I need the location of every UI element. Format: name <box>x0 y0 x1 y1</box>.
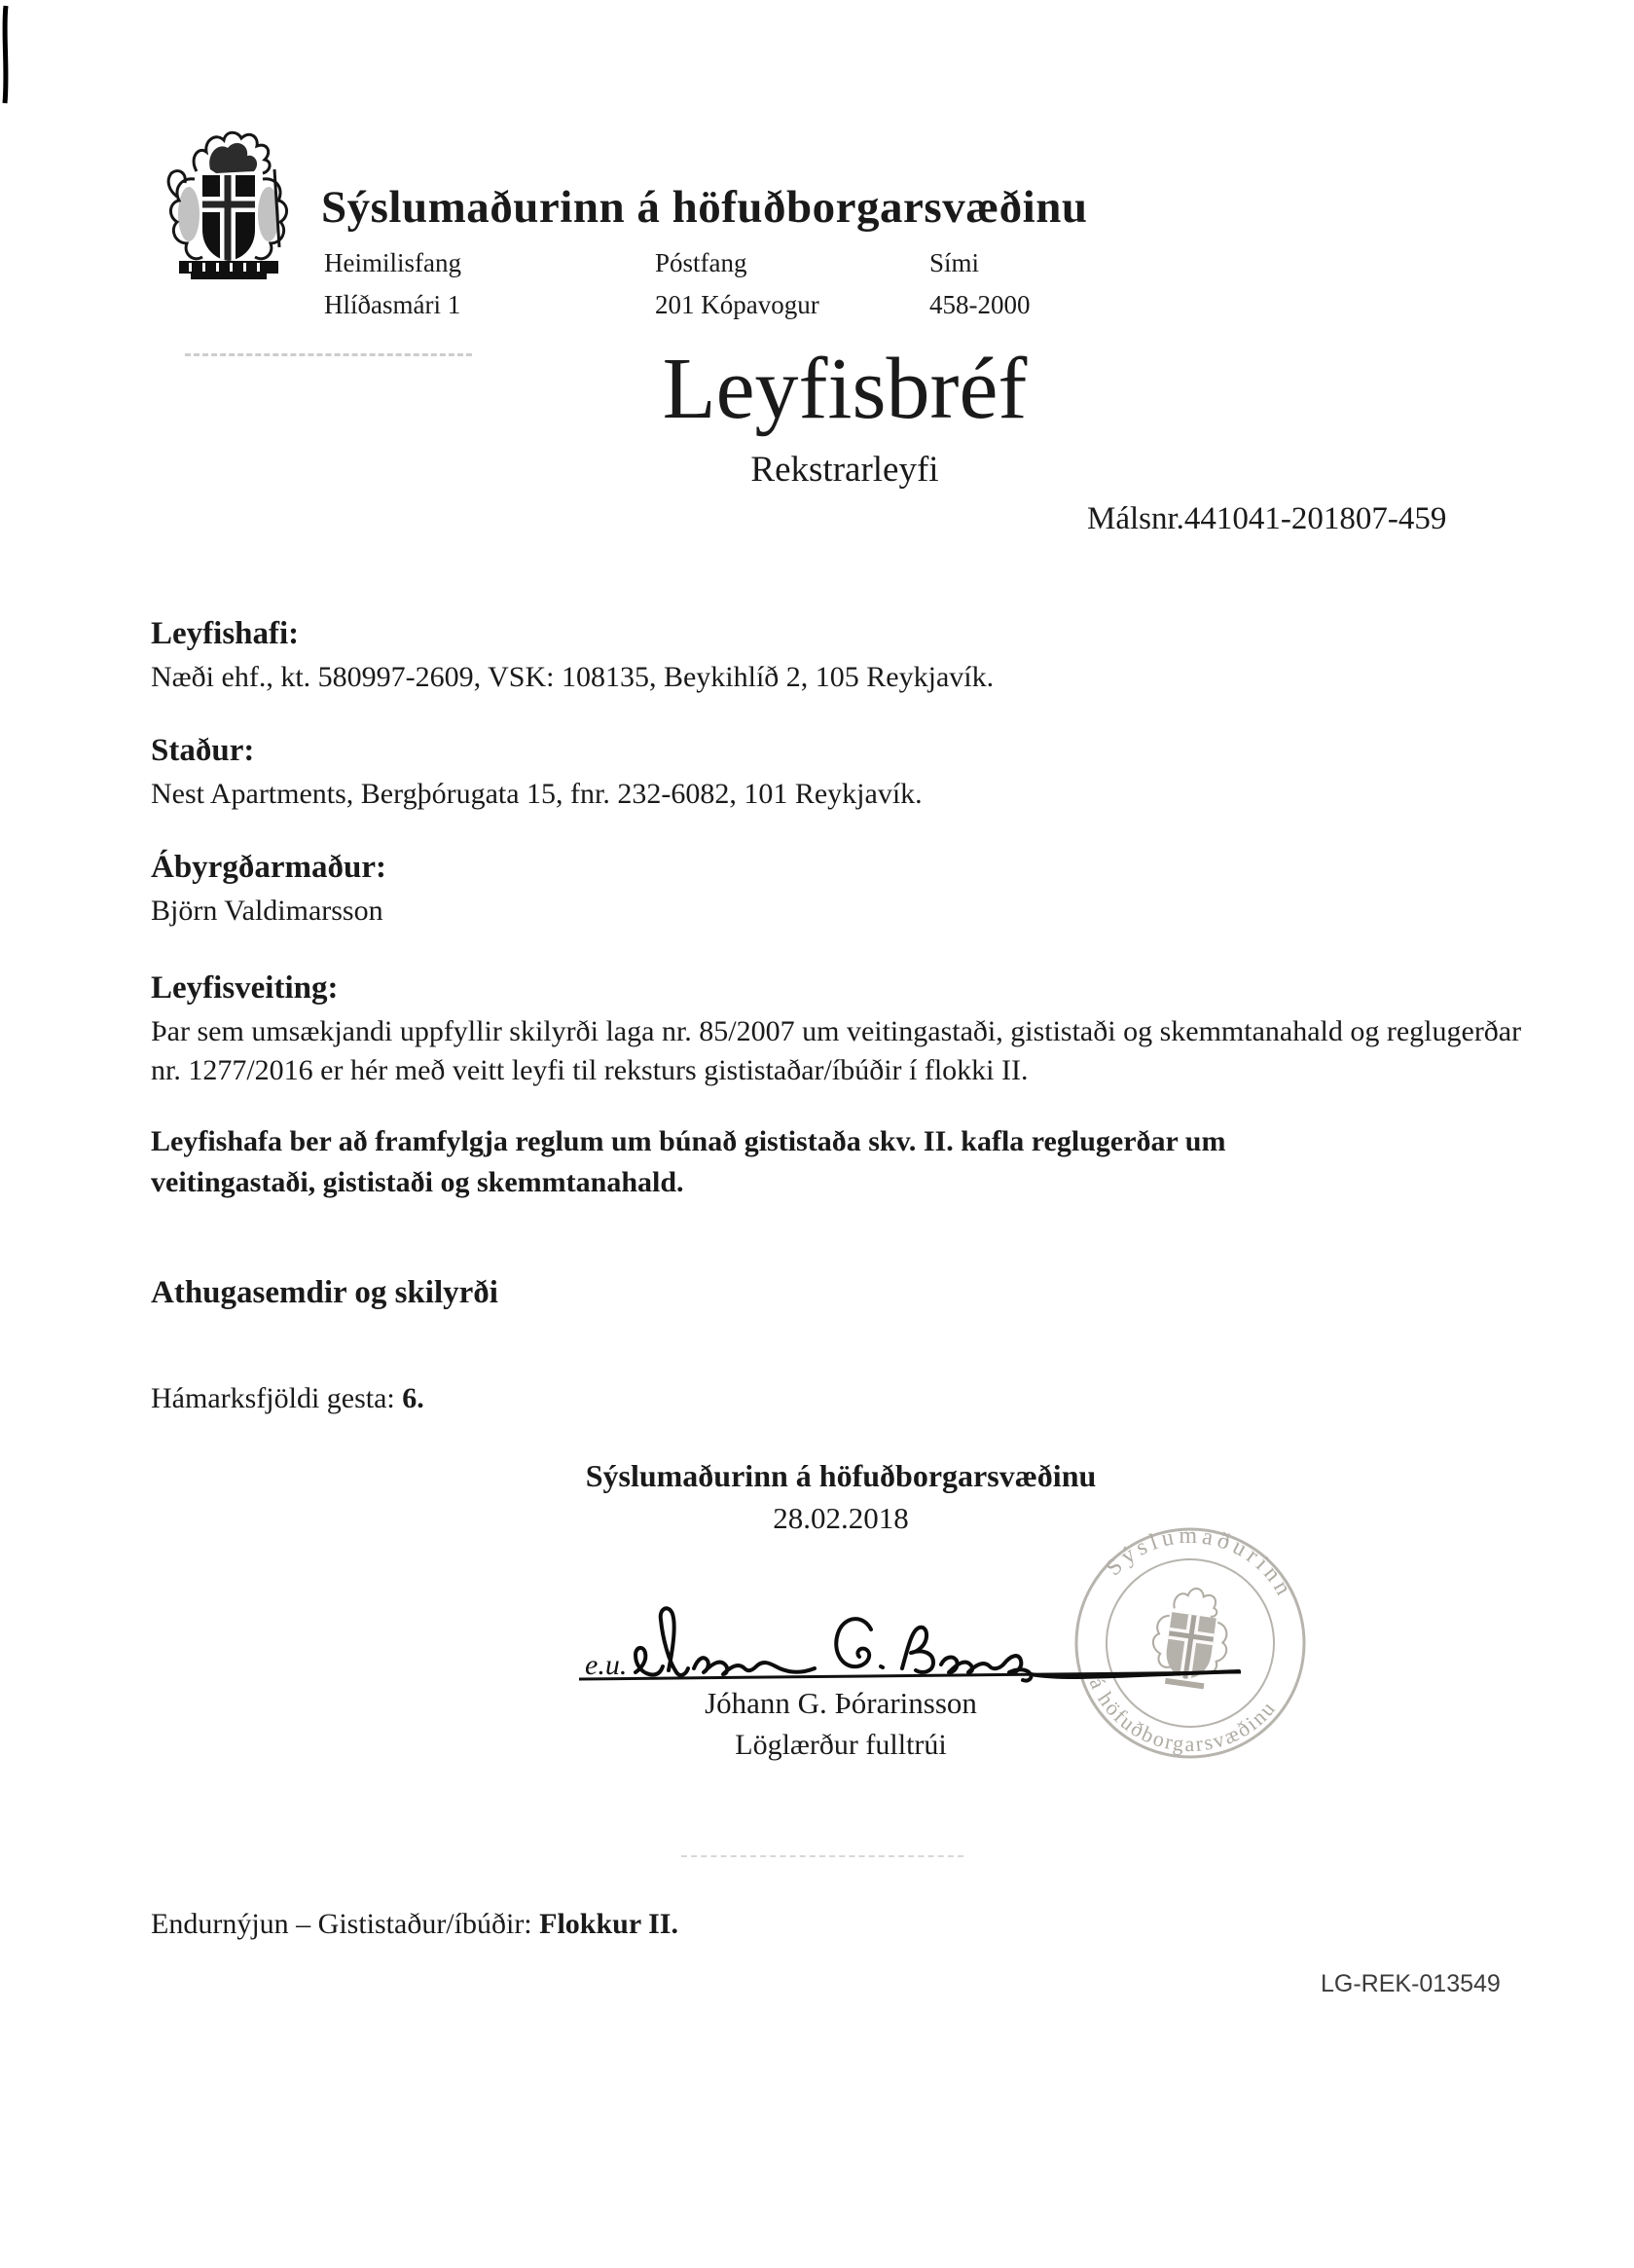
section-licensee-body: Næði ehf., kt. 580997-2609, VSK: 108135, Beykihlíð 2, 105 Reykjavík. <box>151 661 995 693</box>
signature-handwritten-note: e.u. <box>585 1649 628 1681</box>
doc-code: LG-REK-013549 <box>1321 1970 1501 1997</box>
section-licensee-heading: Leyfishafi: <box>151 616 300 651</box>
renewal-value: Flokkur II. <box>539 1908 678 1940</box>
contact-postal-value: 201 Kópavogur <box>655 290 819 319</box>
contact-phone-value: 458-2000 <box>929 290 1031 319</box>
scan-artifact-dashes-footer <box>681 1855 963 1857</box>
iceland-coat-of-arms-icon <box>160 128 298 286</box>
issue-date: 28.02.2018 <box>773 1501 909 1535</box>
case-number: Málsnr.441041-201807-459 <box>1087 501 1447 536</box>
contact-postal-label: Póstfang <box>655 248 747 277</box>
max-guests-label: Hámarksfjöldi gesta: <box>151 1382 403 1414</box>
contact-address-value: Hlíðasmári 1 <box>324 290 461 319</box>
scan-artifact-corner <box>0 2 16 109</box>
scan-artifact-dashes-header <box>185 353 472 356</box>
renewal-line <box>151 1908 678 1941</box>
section-responsible-body: Björn Valdimarsson <box>151 895 383 927</box>
section-responsible-heading: Ábyrgðarmaður: <box>151 850 386 885</box>
document-subtitle: Rekstrarleyfi <box>750 450 939 490</box>
contact-phone-label: Sími <box>929 248 980 277</box>
signer-role: Löglærður fulltrúi <box>735 1729 947 1761</box>
notice-paragraph: Leyfishafa ber að framfylgja reglum um búnað gististaða skv. II. kafla reglugerðar um veitingastaði, gististaði og skemmtanahald. <box>151 1125 1226 1198</box>
remarks-heading: Athugasemdir og skilyrði <box>151 1275 498 1310</box>
section-place-heading: Staður: <box>151 733 255 768</box>
stamp-bottom-text: á höfuðborgarsvæðinu <box>1084 1673 1281 1757</box>
renewal-label: Endurnýjun – Gististaður/íbúðir: <box>151 1908 540 1940</box>
section-place-body: Nest Apartments, Bergþórugata 15, fnr. 232-6082, 101 Reykjavík. <box>151 778 923 810</box>
section-grant-body: Þar sem umsækjandi uppfyllir skilyrði laga nr. 85/2007 um veitingastaði, gististaði og skemmtanahald og reglugerðar nr. 1277/2016 er hér með veitt leyfi til reksturs gististaðar/íbúðir í flokki II. <box>151 1015 1522 1086</box>
max-guests-value: 6. <box>402 1382 424 1414</box>
org-title: Sýslumaðurinn á höfuðborgarsvæðinu <box>321 182 1088 233</box>
max-guests-line <box>151 1382 424 1415</box>
issuer-name: Sýslumaðurinn á höfuðborgarsvæðinu <box>585 1458 1097 1493</box>
document-title: Leyfisbréf <box>662 341 1028 437</box>
section-grant-heading: Leyfisveiting: <box>151 970 339 1006</box>
stamp-top-text: Sýslumaðurinn <box>1101 1522 1298 1603</box>
contact-address-label: Heimilisfang <box>324 248 461 277</box>
signer-name: Jóhann G. Þórarinsson <box>705 1686 977 1720</box>
